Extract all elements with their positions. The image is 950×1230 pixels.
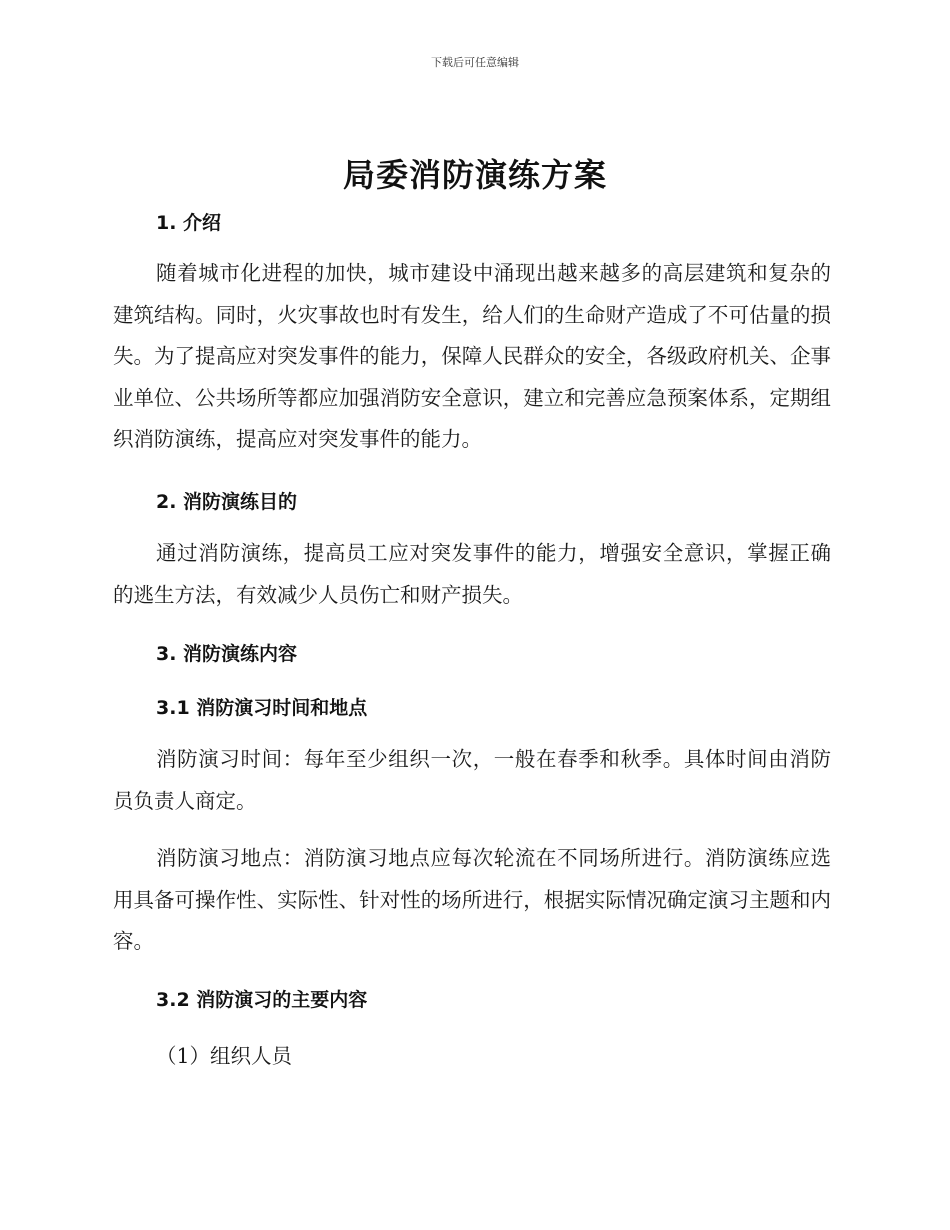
intro-paragraph: 随着城市化进程的加快，城市建设中涌现出越来越多的高层建筑和复杂的建筑结构。同时，火灾事故也时有发生，给人们的生命财产造成了不可估量的损失。为了提高应对突发事件的能力，保障人民群众的安全，各级政府机关、企事业单位、公共场所等都应加强消防安全意识，建立和完善应急预案体系，定期组织消防演练，提高应对突发事件的能力。 [113,261,831,451]
subsection-heading-main-content: 3.2 消防演习的主要内容 [156,989,368,1011]
section-heading-purpose: 2. 消防演练目的 [156,491,298,513]
drill-time-paragraph: 消防演习时间：每年至少组织一次，一般在春季和秋季。具体时间由消防员负责人商定。 [113,747,831,813]
purpose-paragraph: 通过消防演练，提高员工应对突发事件的能力，增强安全意识，掌握正确的逃生方法，有效减少人员伤亡和财产损失。 [113,541,831,607]
section-heading-introduction: 1. 介绍 [156,212,222,234]
document-title: 局委消防演练方案 [342,156,607,194]
drill-place-paragraph: 消防演习地点：消防演习地点应每次轮流在不同场所进行。消防演练应选用具备可操作性、实际性、针对性的场所进行，根据实际情况确定演习主题和内容。 [113,846,831,953]
header-note: 下载后可任意编辑 [431,56,519,69]
section-heading-content: 3. 消防演练内容 [156,643,298,665]
subsection-heading-time-place: 3.1 消防演习时间和地点 [156,697,368,719]
list-item-organize-personnel: （1）组织人员 [156,1044,293,1068]
